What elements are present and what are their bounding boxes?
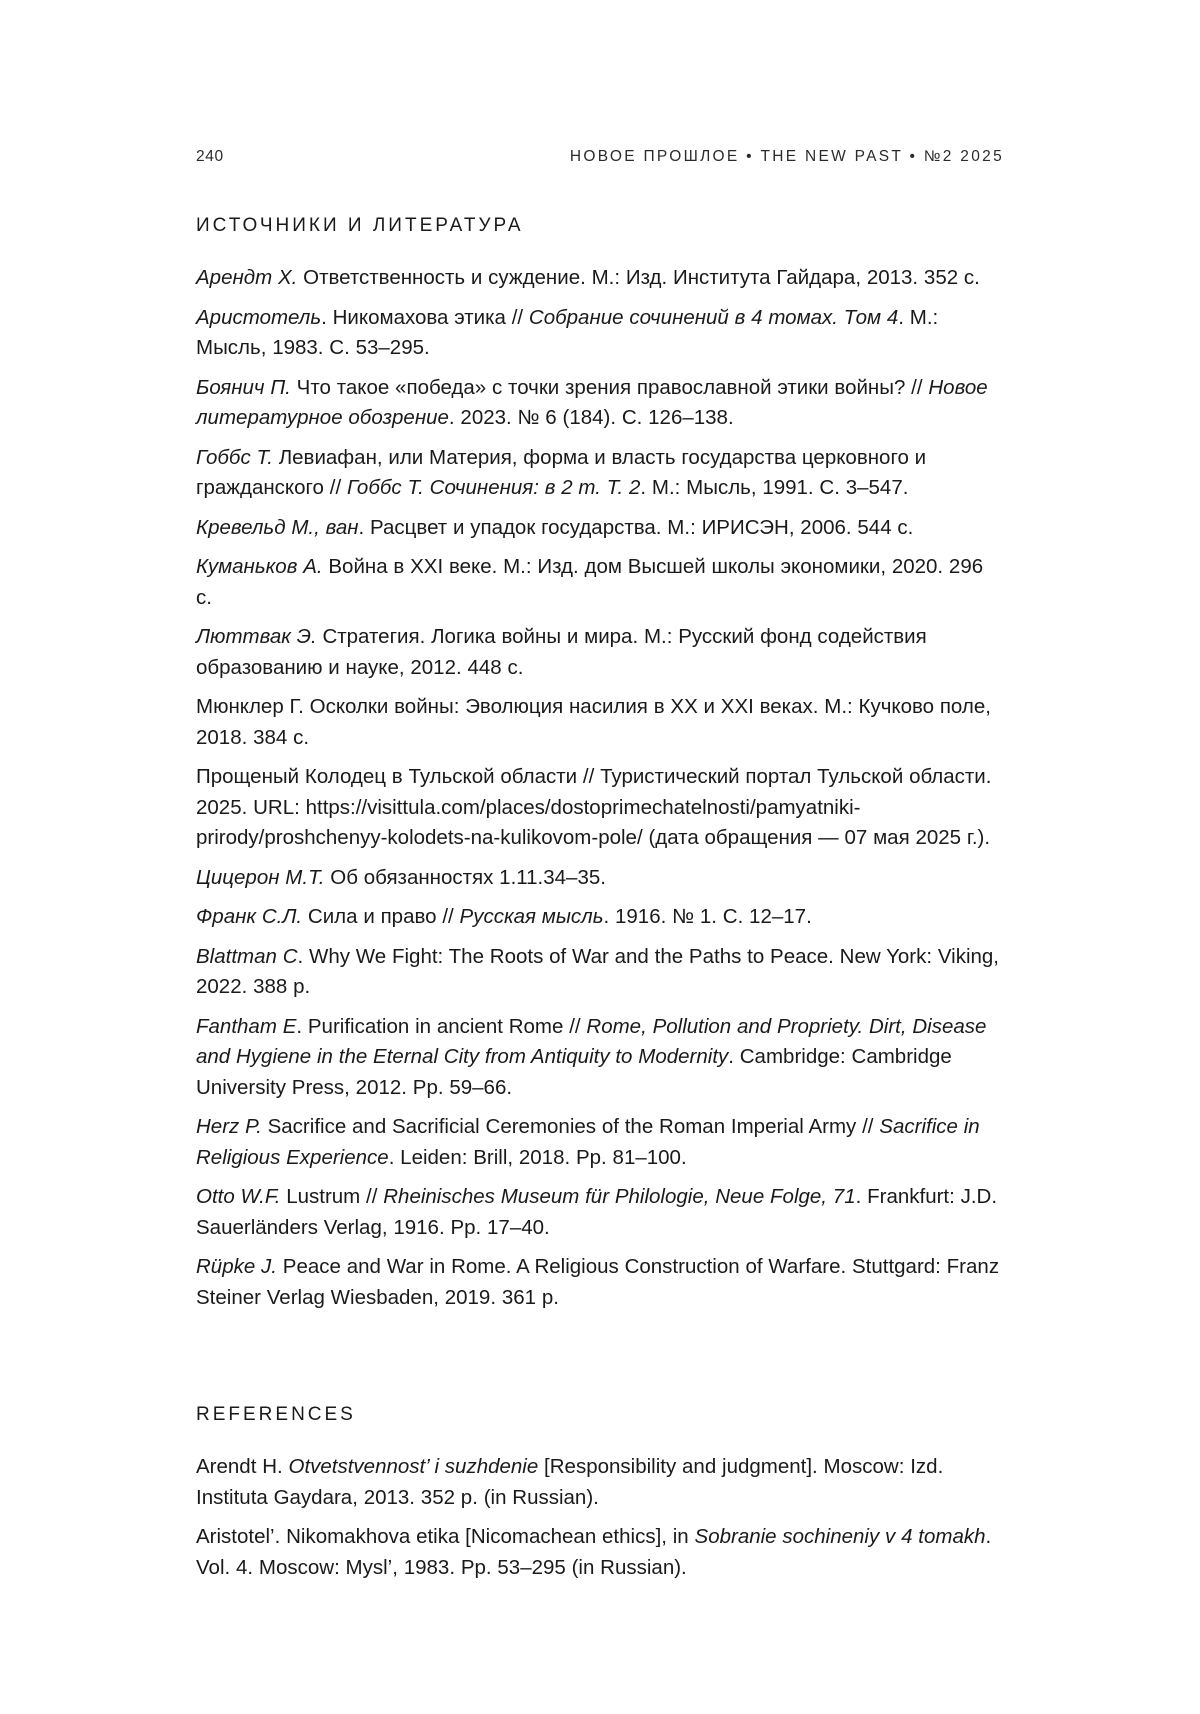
bibliography-entry: Люттвак Э. Стратегия. Логика войны и мира. М.: Русский фонд содействия образованию и науке, 2012. 448 с. — [196, 625, 927, 679]
page-content — [196, 215, 1004, 1592]
reference-entry: Aristotel’. Nikomakhova etika [Nicomachean ethics], in Sobranie sochineniy v 4 tomakh. Vol. 4. Moscow: Mysl’, 1983. Pp. 53–295 (in Russian). — [196, 1525, 992, 1579]
section-spacer — [196, 1322, 1004, 1352]
page-number: 240 — [196, 148, 224, 165]
bibliography-entry: Гоббс Т. Левиафан, или Материя, форма и власть государства церковного и гражданского // Гоббс Т. Сочинения: в 2 т. Т. 2. М.: Мысль, 1991. С. 3–547. — [196, 445, 927, 499]
references-heading: REFERENCES — [196, 1404, 356, 1425]
bibliography-entry: Арендт Х. Ответственность и суждение. М.: Изд. Института Гайдара, 2013. 352 с. — [196, 266, 980, 289]
journal-title-line: НОВОЕ ПРОШЛОЕ • THE NEW PAST • №2 2025 — [569, 148, 1004, 165]
bibliography-entry: Франк С.Л. Сила и право // Русская мысль. 1916. № 1. С. 12–17. — [196, 905, 812, 928]
running-head — [196, 148, 1004, 166]
references-list — [196, 1452, 1004, 1583]
bibliography-entry: Rüpke J. Peace and War in Rome. A Religious Construction of Warfare. Stuttgard: Franz Steiner Verlag Wiesbaden, 2019. 361 p. — [196, 1255, 1000, 1309]
bibliography-entry: Herz P. Sacrifice and Sacrificial Ceremonies of the Roman Imperial Army // Sacrifice in Religious Experience. Leiden: Brill, 2018. Pp. 81–100. — [196, 1115, 980, 1169]
sources-list — [196, 263, 1004, 1313]
bibliography-entry: Fantham E. Purification in ancient Rome // Rome, Pollution and Propriety. Dirt, Disease and Hygiene in the Eternal City from Antiquity to Modernity. Cambridge: Cambridge University Press, 2012. Pp. 59–66. — [196, 1014, 987, 1099]
bibliography-entry: Боянич П. Что такое «победа» с точки зрения православной этики войны? // Новое литературное обозрение. 2023. № 6 (184). С. 126–138. — [196, 375, 988, 429]
bibliography-entry: Куманьков А. Война в XXI веке. М.: Изд. дом Высшей школы экономики, 2020. 296 с. — [196, 555, 984, 609]
bibliography-entry: Прощеный Колодец в Тульской области // Туристический портал Тульской области. 2025. URL: https://visittula.com/places/dostoprimechatelnosti/pamyatniki-prirody/proshchenyy-kolodets-na-kulikovom-pole/ (дата обращения — 07 мая 2025 г.). — [196, 765, 992, 849]
bibliography-entry: Мюнклер Г. Осколки войны: Эволюция насилия в XX и XXI веках. М.: Кучково поле, 2018. 384 с. — [196, 695, 991, 749]
bibliography-entry: Blattman C. Why We Fight: The Roots of War and the Paths to Peace. New York: Viking, 2022. 388 p. — [196, 944, 1000, 998]
bibliography-entry: Цицерон М.Т. Об обязанностях 1.11.34–35. — [196, 865, 606, 889]
bibliography-entry: Аристотель. Никомахова этика // Собрание сочинений в 4 томах. Том 4. М.: Мысль, 1983. С. 53–295. — [196, 305, 939, 359]
bibliography-entry: Кревельд М., ван. Расцвет и упадок государства. М.: ИРИСЭН, 2006. 544 с. — [196, 515, 914, 539]
reference-entry: Arendt H. Otvetstvennost’ i suzhdenie [Responsibility and judgment]. Moscow: Izd. Instituta Gaydara, 2013. 352 p. (in Russian). — [196, 1455, 944, 1509]
sources-heading: ИСТОЧНИКИ И ЛИТЕРАТУРА — [196, 215, 524, 236]
bibliography-entry: Otto W.F. Lustrum // Rheinisches Museum für Philologie, Neue Folge, 71. Frankfurt: J.D. Sauerländers Verlag, 1916. Pp. 17–40. — [196, 1185, 998, 1239]
